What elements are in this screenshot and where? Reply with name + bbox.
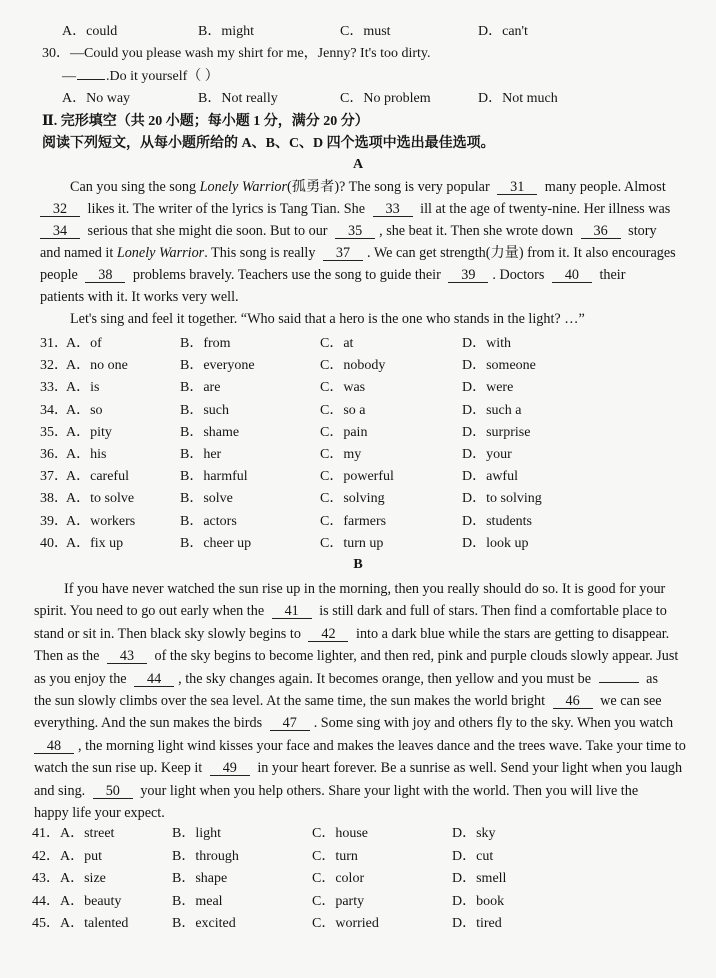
option-b[interactable]: B．harmful [180,469,248,485]
q30-options [0,89,716,109]
option-c[interactable]: C．nobody [320,358,386,374]
option-d: D．Not much [478,91,558,106]
blank-31[interactable]: 31 [497,180,537,195]
section-title: Ⅱ. 完形填空（共 20 小题；每小题 1 分，满分 20 分） [42,114,369,129]
blank-35[interactable]: 35 [335,224,375,239]
passage-b-label: B [353,557,363,572]
option-c: C．must [340,24,391,39]
question-number: 39． [40,513,68,529]
question-row [0,512,716,532]
text-segment: into a dark blue while the stars are getting to disappear. [352,625,670,642]
text-segment: and sing. [34,782,89,799]
question-row [0,914,716,934]
question-row [0,847,716,867]
passage-b-line [34,802,704,824]
option-d[interactable]: D．students [462,513,532,529]
option-b[interactable]: B．from [180,336,231,351]
option-a: A．No way [62,91,131,106]
question-number: 41． [32,826,60,841]
question-row [0,467,716,487]
passage-b-line [34,690,704,712]
dash: — [62,69,76,84]
blank-33[interactable]: 33 [373,202,413,217]
question-row [0,534,716,554]
passage-a-line-6: patients with it. It works very well. [40,289,239,305]
passage-b-line [34,645,704,667]
passage-a-line-1: Can you sing the song Lonely Warrior(孤勇者)? The song is very popular 31 many people. Almost [70,179,666,195]
text-segment: , the morning light wind kisses your face and makes the leaves dance and the trees wave. Take your time to [78,737,686,754]
blank-36[interactable]: 36 [581,224,621,239]
passage-a-label: A [352,157,364,172]
blank-40[interactable]: 40 [552,268,592,283]
passage-b-line [34,578,716,600]
option-a[interactable]: A．so [66,402,103,418]
blank-39[interactable]: 39 [448,268,488,283]
text-segment: watch the sun rise up. Keep it [34,760,206,777]
question-row [0,378,716,398]
option-a[interactable]: A．beauty [60,893,122,909]
option-d: D．can't [478,24,528,39]
option-d[interactable]: D．surprise [462,424,531,440]
passage-b-line [34,623,704,645]
blank-38[interactable]: 38 [85,268,125,283]
question-row [0,892,716,912]
text-segment: spirit. You need to go out early when the [34,603,268,620]
option-c[interactable]: C．pain [320,424,368,440]
passage-b-line [34,712,704,734]
option-a[interactable]: A．his [66,447,107,462]
answer-blank[interactable]: 43 [107,649,147,664]
option-b[interactable]: B．shape [172,871,228,886]
option-b[interactable]: B．are [180,380,221,396]
option-b[interactable]: B．actors [180,513,237,529]
option-c[interactable]: C．worried [312,916,379,931]
question-row [0,489,716,509]
text-segment: as you enjoy the [34,670,131,687]
text-segment: we can see [596,693,662,709]
option-b[interactable]: B．her [180,447,222,462]
option-d[interactable]: D．smell [452,871,507,886]
option-a[interactable]: A．talented [60,916,129,931]
option-d[interactable]: D．awful [462,469,518,485]
option-c[interactable]: C．color [312,871,365,886]
answer-blank[interactable]: 48 [34,739,74,754]
option-c[interactable]: C．turn up [320,535,384,551]
question-number: 36． [40,447,68,462]
option-b[interactable]: B．meal [172,893,223,909]
answer-blank[interactable]: 46 [553,694,593,709]
answer-blank[interactable]: 44 [134,672,174,687]
question-number: 43． [32,871,60,886]
option-a[interactable]: A．to solve [66,491,135,507]
option-a[interactable]: A．of [66,336,102,351]
text-segment: the sun slowly climbs over the sea level. At the same time, the sun makes the world bright [34,693,549,709]
option-b[interactable]: B．shame [180,424,240,440]
q30-answer-line [62,67,662,87]
option-d[interactable]: D．cut [452,848,494,864]
text-segment: as [642,670,658,687]
blank-32[interactable]: 32 [40,202,80,217]
text-segment: . Some sing with joy and others fly to the sky. When you watch [313,715,674,732]
question-number: 40． [40,535,68,551]
answer-blank[interactable] [599,682,639,683]
answer-blank[interactable]: 47 [270,716,310,731]
text-segment: stand or sit in. Then black sky slowly begins to [34,625,305,642]
question-number: 33． [40,380,68,396]
option-c[interactable]: C．house [312,826,368,841]
option-a[interactable]: A．is [66,380,100,396]
option-d[interactable]: D．your [462,447,512,462]
option-c[interactable]: C．turn [312,848,358,864]
option-c: C．No problem [340,91,431,106]
option-a[interactable]: A．careful [66,469,129,485]
text-segment: is still dark and full of stars. Then find a comfortable place to [315,603,667,620]
option-b: B．Not really [198,91,278,106]
option-d[interactable]: D．were [462,380,514,396]
text-segment: Then as the [34,648,103,665]
question-row [0,824,716,844]
question-number: 45． [32,916,60,931]
option-d[interactable]: D．tired [452,916,502,931]
passage-b-line [34,757,704,779]
text-segment: in your heart forever. Be a sunrise as well. Send your light when you laugh [253,760,683,777]
question-number: 34． [40,402,68,418]
option-b[interactable]: B．light [172,826,222,841]
passage-a-line-5: people 38 problems bravely. Teachers use the song to guide their 39 . Doctors 40 their [40,267,626,283]
question-number: 38． [40,491,68,507]
passage-a-line-3: 34 serious that she might die soon. But to our 35 , she beat it. Then she wrote down 36 story [40,220,700,242]
question-number: 31． [40,336,68,351]
question-row [0,445,716,465]
section-instruction: 阅读下列短文，从每小题所给的 A、B、C、D 四个选项中选出最佳选项。 [42,136,495,151]
question-number: 35． [40,424,68,440]
text-segment: If you have never watched the sun rise up in the morning, then you really should do so. It is good for your [64,581,666,597]
option-a[interactable]: A．workers [66,513,136,529]
option-d[interactable]: D．book [452,893,505,909]
option-a[interactable]: A．pity [66,424,112,440]
option-b[interactable]: B．everyone [180,358,255,374]
option-c[interactable]: C．farmers [320,513,387,529]
passage-b-line [34,780,704,802]
option-a[interactable]: A．put [60,848,102,864]
option-c[interactable]: C．at [320,336,354,351]
option-a[interactable]: A．street [60,826,115,841]
text-segment: everything. And the sun makes the birds [34,715,266,732]
question-row [0,334,716,354]
text-segment: happy life your expect. [34,805,165,821]
answer-blank[interactable]: 41 [272,604,312,619]
option-a[interactable]: A．no one [66,358,128,374]
option-c[interactable]: C．so a [320,402,366,418]
answer-blank[interactable]: 42 [308,627,348,642]
option-d[interactable]: D．look up [462,535,529,551]
question-number: 32． [40,358,68,374]
blank-34[interactable]: 34 [40,224,80,239]
option-b[interactable]: B．solve [180,491,233,507]
option-a[interactable]: A．size [60,871,106,886]
question-row [0,356,716,376]
question-row [0,401,716,421]
question-row [0,869,716,889]
question-number: 37． [40,469,68,485]
text-segment: your light when you help others. Share your light with the world. Then you will live the [136,782,639,799]
option-d[interactable]: D．such a [462,402,522,418]
q30-tail: .Do it yourself（ ） [106,69,219,84]
option-c[interactable]: C．was [320,380,366,396]
passage-b-line [34,600,704,622]
option-d[interactable]: D．someone [462,358,536,374]
option-d[interactable]: D．with [462,336,511,351]
passage-b-line [34,668,704,690]
passage-a-para-2: Let's sing and feel it together. “Who said that a hero is the one who stands in the light? …” [70,311,585,327]
passage-b-line [34,735,704,757]
option-c[interactable]: C．my [320,447,362,462]
question-number: 44． [32,893,60,909]
option-a[interactable]: A．fix up [66,535,124,551]
passage-a-line-2: 32 likes it. The writer of the lyrics is Tang Tian. She 33 ill at the age of twenty-nine. Her illness was [40,198,700,220]
option-a: A．could [62,24,118,39]
option-c[interactable]: C．powerful [320,469,394,485]
answer-blank[interactable]: 50 [93,784,133,799]
option-c[interactable]: C．party [312,893,365,909]
option-b[interactable]: B．such [180,402,229,418]
answer-blank[interactable] [77,79,105,80]
text-segment: , the sky changes again. It becomes orange, then yellow and you must be [178,670,595,687]
option-b[interactable]: B．excited [172,916,236,931]
blank-37[interactable]: 37 [323,246,363,261]
option-d[interactable]: D．sky [452,826,496,841]
passage-a-line-4: and named it Lonely Warrior. This song is really 37 . We can get strength(力量) from it. It also encourages [40,245,676,261]
answer-blank[interactable]: 49 [210,761,250,776]
option-b[interactable]: B．through [172,848,239,864]
option-b: B．might [198,24,255,39]
option-b[interactable]: B．cheer up [180,535,252,551]
option-d[interactable]: D．to solving [462,491,542,507]
question-number: 42． [32,848,60,864]
q29-options [0,22,716,42]
question-row [0,423,716,443]
text-segment: of the sky begins to become lighter, and then red, pink and purple clouds slowly appear. Just [150,648,679,665]
option-c[interactable]: C．solving [320,491,385,507]
q30-question: 30．—Could you please wash my shirt for me，Jenny? It's too dirty. [42,46,431,61]
